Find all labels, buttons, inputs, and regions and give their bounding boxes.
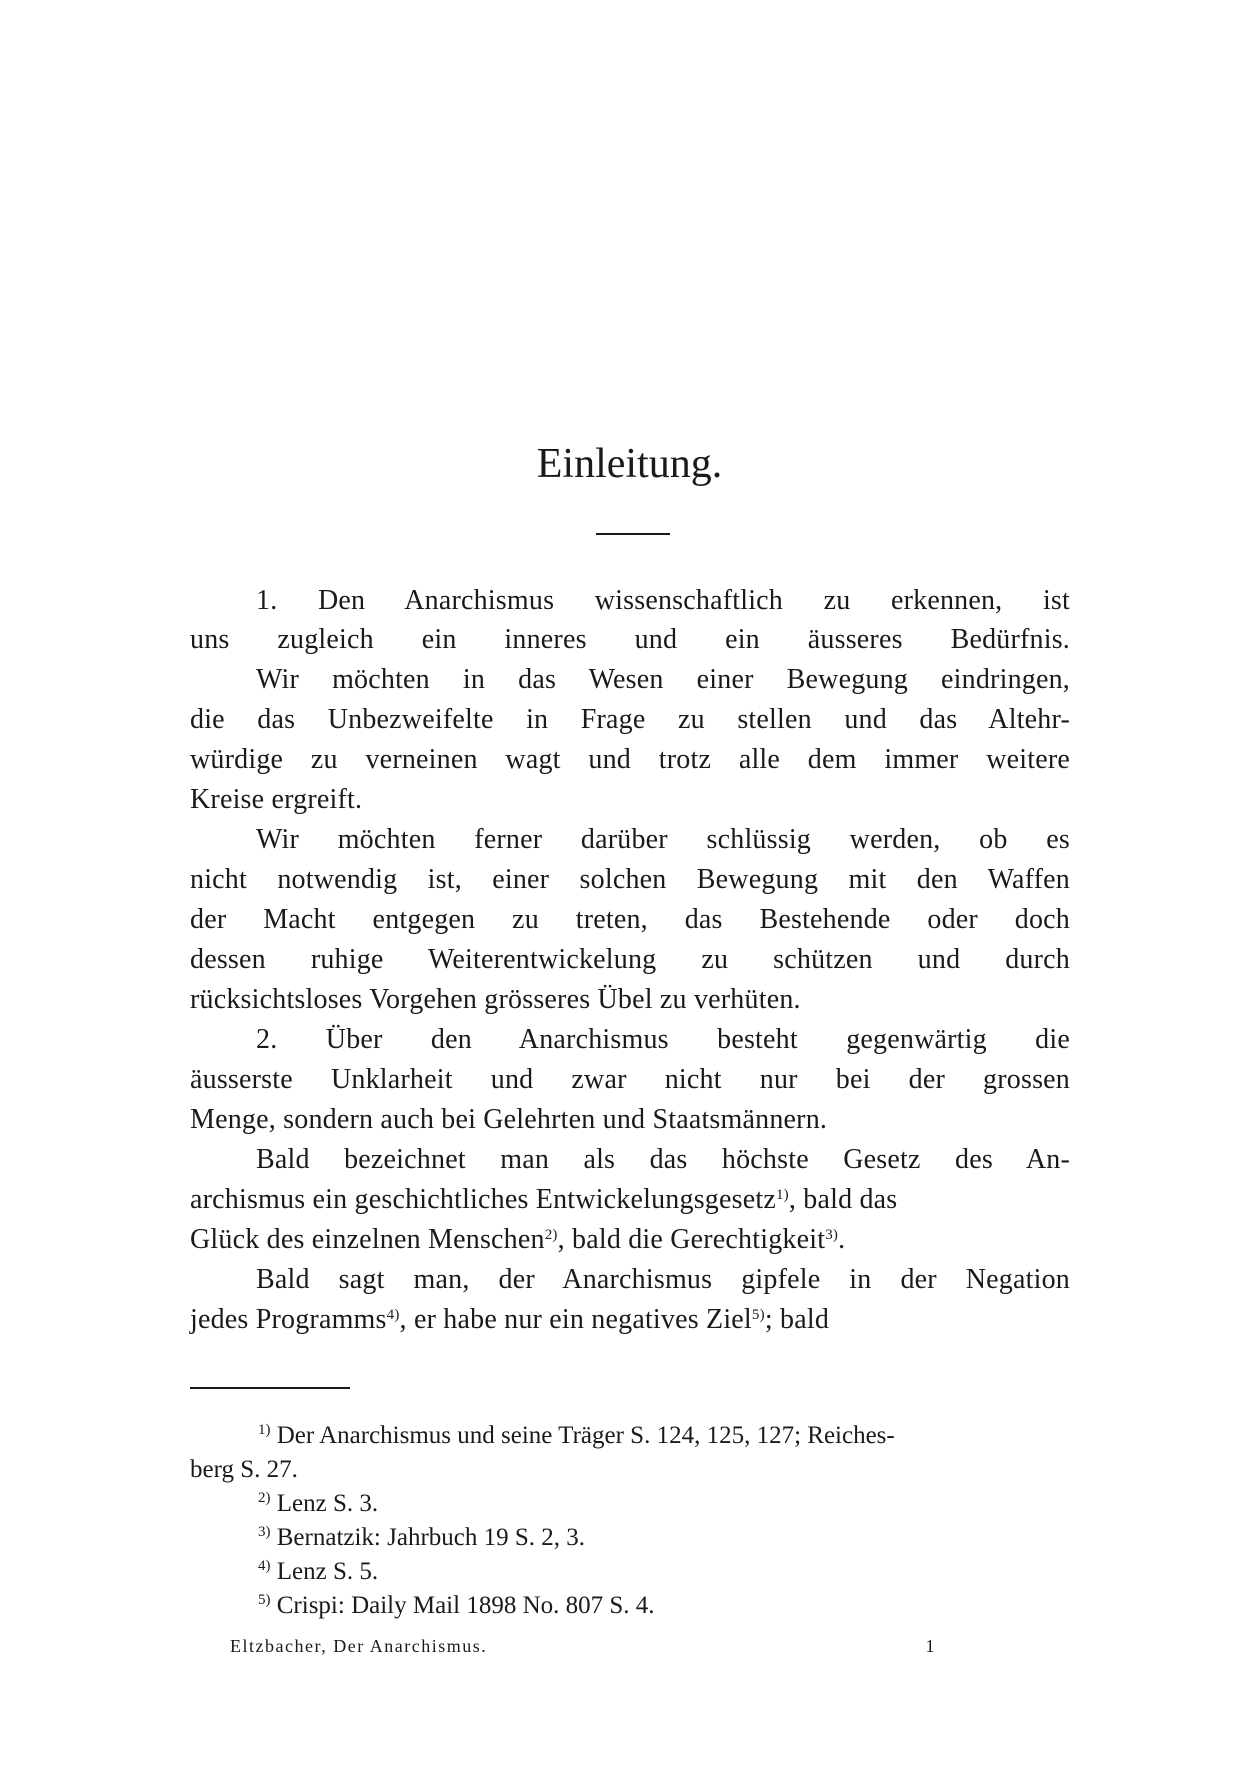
text-line bbox=[190, 1220, 1070, 1260]
chapter-title: Einleitung. bbox=[536, 441, 723, 487]
line-text: archismus ein geschichtliches Entwickelungsgesetz bbox=[190, 1184, 776, 1215]
text-line: rücksichtsloses Vorgehen grösseres Übel zu verhüten. bbox=[190, 984, 801, 1015]
line-text: jedes Programms bbox=[190, 1304, 387, 1335]
footnote-text: Crispi: Daily Mail 1898 No. 807 S. 4. bbox=[276, 1592, 655, 1619]
text-line bbox=[190, 1300, 1070, 1340]
text-line bbox=[190, 1180, 1070, 1220]
footnote-1 bbox=[258, 1419, 1070, 1453]
text-line: würdige zu verneinen wagt und trotz alle dem immer weitere bbox=[190, 744, 1070, 775]
footnote-rule bbox=[190, 1387, 350, 1389]
footnote-ref: 5) bbox=[751, 1307, 765, 1323]
line-text: . bbox=[838, 1224, 846, 1255]
footnote-ref: 2) bbox=[544, 1227, 558, 1243]
footnote-text: Lenz S. 3. bbox=[276, 1490, 379, 1517]
text-line: die das Unbezweifelte in Frage zu stellen und das Altehr- bbox=[190, 704, 1070, 735]
footnote-5 bbox=[258, 1589, 1070, 1623]
text-line: der Macht entgegen zu treten, das Bestehende oder doch bbox=[190, 904, 1070, 935]
text-line: dessen ruhige Weiterentwickelung zu schützen und durch bbox=[190, 944, 1070, 975]
footnote-marker: 1) bbox=[258, 1422, 271, 1438]
text-line: nicht notwendig ist, einer solchen Bewegung mit den Waffen bbox=[190, 864, 1070, 895]
printer-signature: Eltzbacher, Der Anarchismus. bbox=[230, 1636, 488, 1656]
text-line: 2. Über den Anarchismus besteht gegenwärtig die bbox=[256, 1024, 1070, 1055]
footnote-text: berg S. 27. bbox=[190, 1456, 298, 1483]
footnote-4 bbox=[258, 1555, 1070, 1589]
footnote-marker: 4) bbox=[258, 1558, 271, 1574]
title-rule bbox=[596, 533, 670, 535]
footnote-1-continued bbox=[190, 1453, 1070, 1487]
text-line: Bald bezeichnet man als das höchste Gesetz des An- bbox=[256, 1144, 1070, 1175]
footnote-marker: 2) bbox=[258, 1490, 271, 1506]
footnote-marker: 5) bbox=[258, 1592, 271, 1608]
text-line: Bald sagt man, der Anarchismus gipfele in der Negation bbox=[256, 1264, 1070, 1295]
footnote-text: Der Anarchismus und seine Träger S. 124, 125, 127; Reiches- bbox=[276, 1422, 895, 1449]
line-text: , er habe nur ein negatives Ziel bbox=[399, 1304, 752, 1335]
line-text: ; bald bbox=[764, 1304, 830, 1335]
footnote-2 bbox=[258, 1487, 1070, 1521]
footnote-text: Lenz S. 5. bbox=[276, 1558, 379, 1585]
text-line: uns zugleich ein inneres und ein äusseres Bedürfnis. bbox=[190, 624, 1070, 655]
footnote-ref: 4) bbox=[386, 1307, 400, 1323]
footnote-text: Bernatzik: Jahrbuch 19 S. 2, 3. bbox=[276, 1524, 586, 1551]
footnote-ref: 1) bbox=[775, 1187, 789, 1203]
footnote-marker: 3) bbox=[258, 1524, 271, 1540]
text-line: Kreise ergreift. bbox=[190, 784, 363, 815]
text-line: Wir möchten in das Wesen einer Bewegung eindringen, bbox=[256, 664, 1070, 695]
line-text: Glück des einzelnen Menschen bbox=[190, 1224, 545, 1255]
footnote-ref: 3) bbox=[825, 1227, 839, 1243]
sheet-number: 1 bbox=[925, 1636, 935, 1656]
footnote-3 bbox=[258, 1521, 1070, 1555]
text-line: 1. Den Anarchismus wissenschaftlich zu erkennen, ist bbox=[256, 585, 1070, 616]
text-line: Wir möchten ferner darüber schlüssig werden, ob es bbox=[256, 824, 1070, 855]
text-line: äusserste Unklarheit und zwar nicht nur bei der grossen bbox=[190, 1064, 1070, 1095]
text-line: Menge, sondern auch bei Gelehrten und Staatsmännern. bbox=[190, 1104, 828, 1135]
line-text: , bald die Gerechtigkeit bbox=[557, 1224, 826, 1255]
line-text: , bald das bbox=[788, 1184, 898, 1215]
